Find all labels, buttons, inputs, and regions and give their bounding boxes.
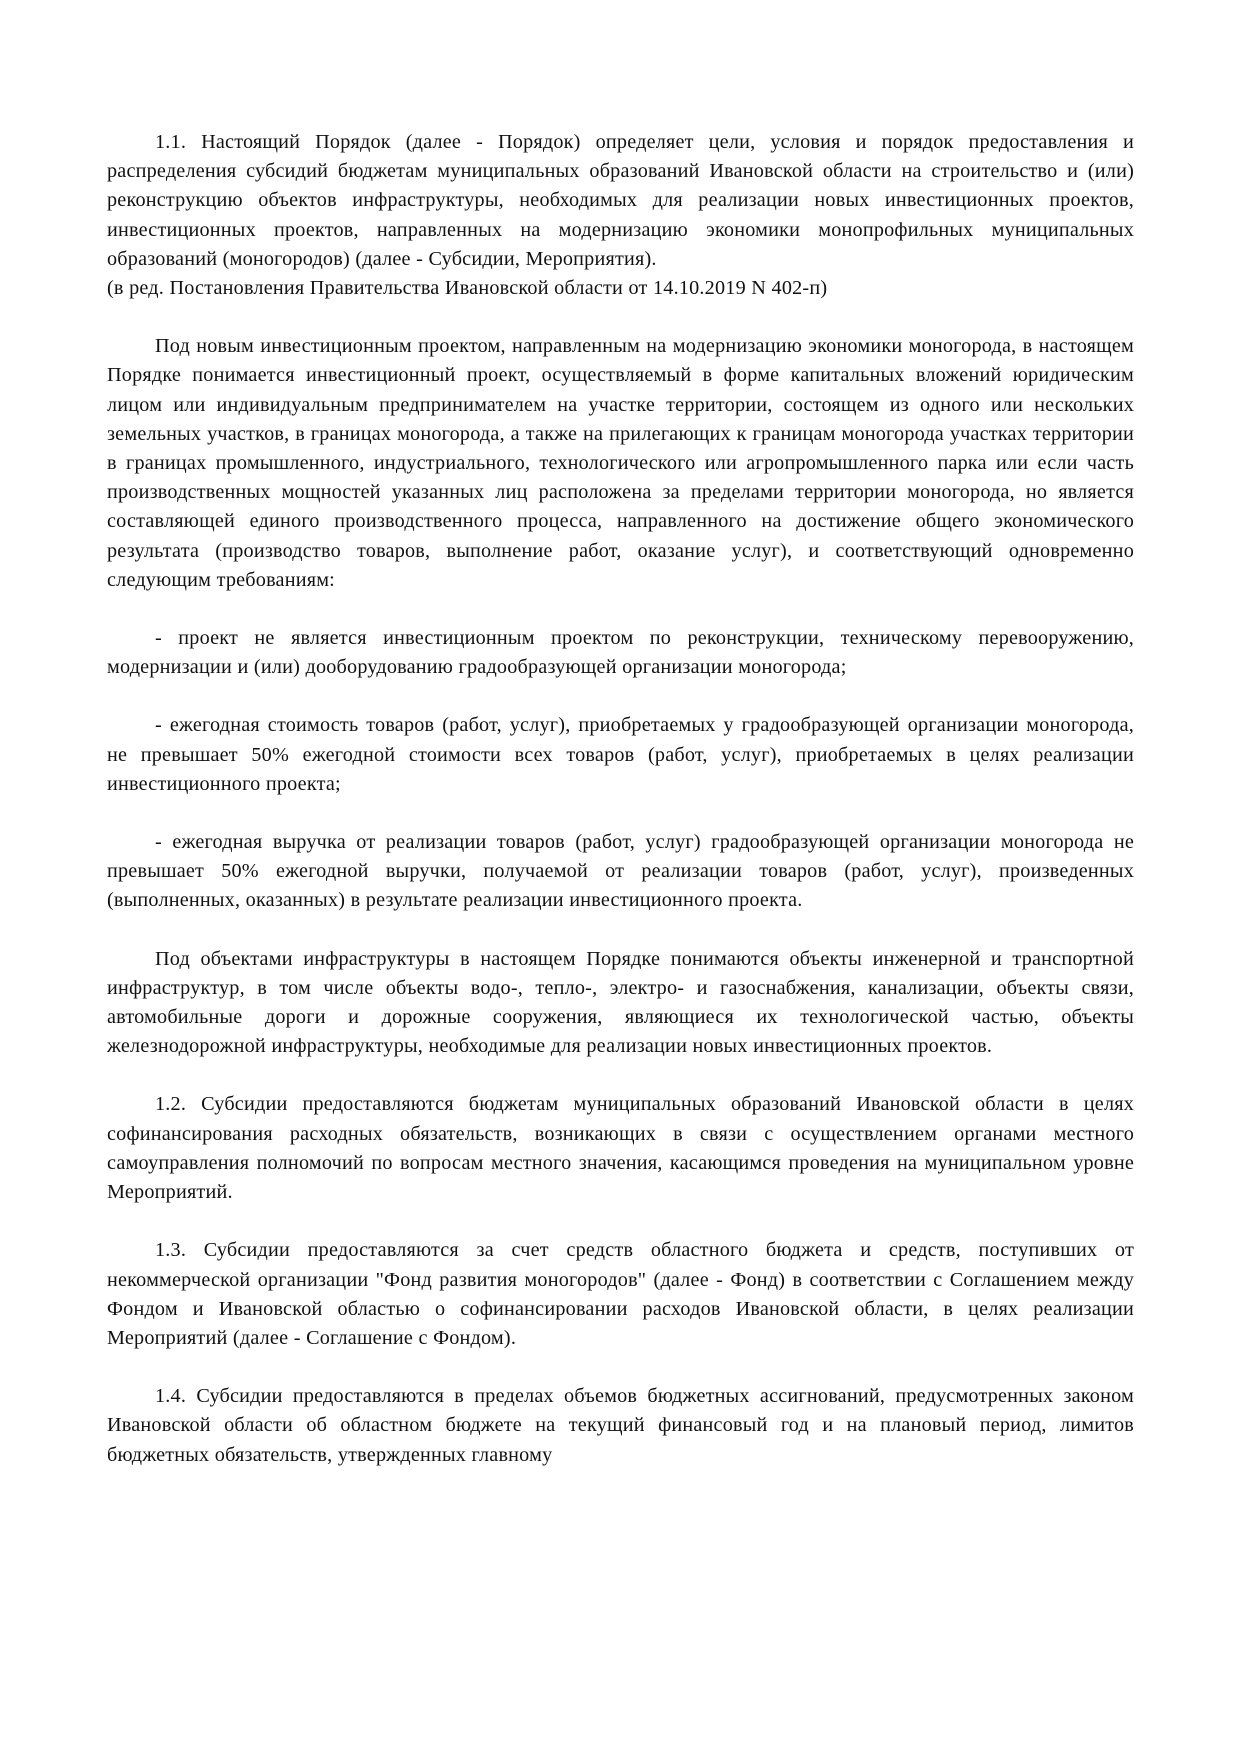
clause-1-3-paragraph: 1.3. Субсидии предоставляются за счет средств областного бюджета и средств, поступивших от некоммерческой организации "Фонд развития моногородов" (далее - Фонд) в соответствии с Соглашением между Фондом и Ивановской областью о софинансировании расходов Ивановской области, в целях реализации Мероприятий (далее - Соглашение с Фондом).: [107, 1239, 1134, 1349]
definition-infrastructure-objects-paragraph: Под объектами инфраструктуры в настоящем Порядке понимаются объекты инженерной и транспортной инфраструктур, в том числе объекты водо-, тепло-, электро- и газоснабжения, канализации, объекты связи, автомобильные дороги и дорожные сооружения, являющиеся их технологической частью, объекты железнодорожной инфраструктуры, необходимые для реализации новых инвестиционных проектов.: [107, 947, 1134, 1058]
amendment-note: (в ред. Постановления Правительства Ивановской области от 14.10.2019 N 402-п): [107, 277, 828, 300]
definition-new-investment-project-paragraph: Под новым инвестиционным проектом, направленным на модернизацию экономики моногорода, в настоящем Порядке понимается инвестиционный проект, осуществляемый в форме капитальных вложений юридическим лицом или индивидуальным предпринимателем на участке территории, состоящем из одного или нескольких земельных участков, в границах моногорода, а также на прилегающих к границам моногорода участках территории в границах промышленного, индустриального, технологического или агропромышленного парка или если часть производственных мощностей указанных лиц расположена за пределами территории моногорода, но является составляющей единого производственного процесса, направленного на достижение общего экономического результата (производство товаров, выполнение работ, оказание услуг), и соответствующий одновременно следующим требованиям:: [107, 335, 1134, 591]
clause-1-2-paragraph: 1.2. Субсидии предоставляются бюджетам муниципальных образований Ивановской области в целях софинансирования расходных обязательств, возникающих в связи с осуществлением органами местного самоуправления полномочий по вопросам местного значения, касающимся проведения на муниципальном уровне Мероприятий.: [107, 1093, 1134, 1204]
document-body: [107, 128, 1134, 1470]
requirement-item-2: - ежегодная стоимость товаров (работ, услуг), приобретаемых у градообразующей организации моногорода, не превышает 50% ежегодной стоимости всех товаров (работ, услуг), приобретаемых в целях реализации инвестиционного проекта;: [107, 714, 1134, 795]
requirement-item-1: - проект не является инвестиционным проектом по реконструкции, техническому перевооружению, модернизации и (или) дооборудованию градообразующей организации моногорода;: [107, 627, 1134, 679]
requirement-item-3: - ежегодная выручка от реализации товаров (работ, услуг) градообразующей организации моногорода не превышает 50% ежегодной выручки, получаемой от реализации товаров (работ, услуг), произведенных (выполненных, оказанных) в результате реализации инвестиционного проекта.: [107, 831, 1134, 912]
clause-1-4-paragraph: 1.4. Субсидии предоставляются в пределах объемов бюджетных ассигнований, предусмотренных законом Ивановской области об областном бюджете на текущий финансовый год и на плановый период, лимитов бюджетных обязательств, утвержденных главному: [107, 1385, 1134, 1466]
clause-1-1-paragraph: 1.1. Настоящий Порядок (далее - Порядок) определяет цели, условия и порядок предоставления и распределения субсидий бюджетам муниципальных образований Ивановской области на строительство и (или) реконструкцию объектов инфраструктуры, необходимых для реализации новых инвестиционных проектов, инвестиционных проектов, направленных на модернизацию экономики монопрофильных муниципальных образований (моногородов) (далее - Субсидии, Мероприятия).: [107, 131, 1134, 270]
